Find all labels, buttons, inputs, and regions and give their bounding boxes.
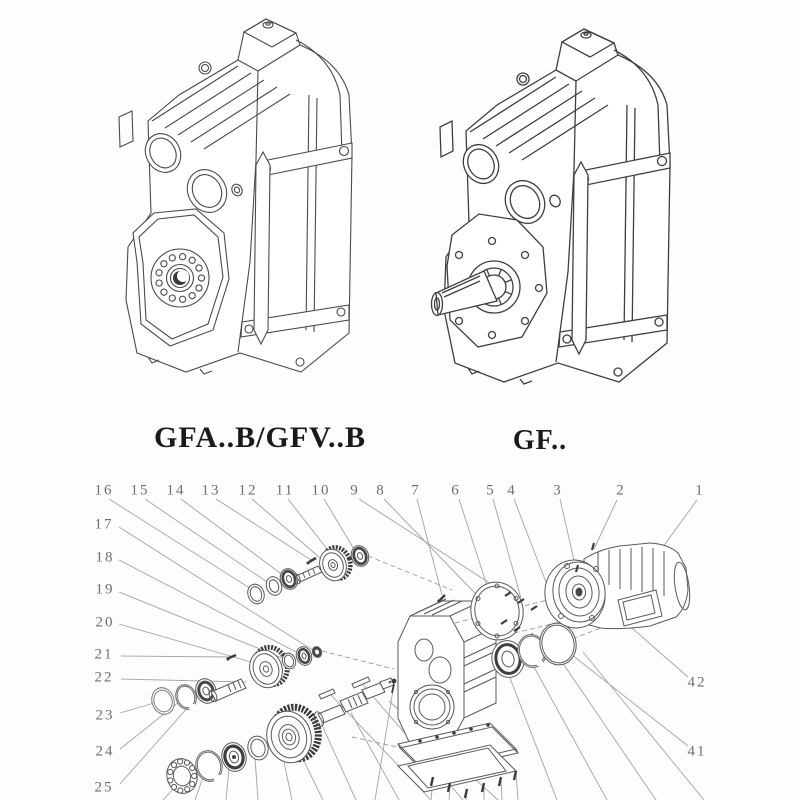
- callout-5: 5: [486, 482, 496, 499]
- cover-ring: [148, 685, 177, 717]
- callout-7: 7: [411, 482, 421, 499]
- motor-drawing: [541, 543, 693, 632]
- gearbox-line-drawing-gfa-b: [119, 19, 352, 374]
- callout-10: 10: [311, 482, 331, 499]
- callout-24: 24: [95, 743, 115, 760]
- callout-42: 42: [687, 674, 707, 691]
- callout-22: 22: [94, 669, 114, 686]
- callout-20: 20: [95, 614, 115, 631]
- callout-19: 19: [95, 581, 115, 598]
- callout-15: 15: [130, 482, 150, 499]
- oil-seal: [219, 740, 250, 774]
- callout-11: 11: [275, 482, 295, 499]
- lock-nut: [311, 645, 323, 658]
- gearbox-line-drawing-gf: [432, 29, 671, 384]
- callout-2: 2: [616, 482, 626, 499]
- hollow-shaft-bearing: [133, 209, 229, 346]
- callout-12: 12: [238, 482, 258, 499]
- callout-17: 17: [94, 516, 114, 533]
- callout-23: 23: [95, 707, 115, 724]
- callout-13: 13: [201, 482, 221, 499]
- callout-16: 16: [94, 482, 114, 499]
- input-gear: [315, 544, 354, 585]
- callout-1: 1: [695, 482, 705, 499]
- end-cap: [245, 582, 267, 606]
- output-gear: [261, 702, 324, 768]
- figure-label-gf: GF..: [512, 425, 568, 456]
- figure-label-gfab: GFA..B/GFV..B: [154, 421, 366, 454]
- callout-8: 8: [376, 482, 386, 499]
- callout-18: 18: [95, 549, 115, 566]
- flange-gasket: [466, 577, 529, 645]
- set-screw: [226, 655, 236, 661]
- callout-14: 14: [166, 482, 186, 499]
- callout-25: 25: [94, 779, 114, 796]
- callout-9: 9: [350, 482, 360, 499]
- input-shaft-assembly: [245, 543, 372, 606]
- callout-41: 41: [687, 743, 707, 760]
- callout-6: 6: [451, 482, 461, 499]
- set-screw: [307, 558, 317, 565]
- bearing: [294, 645, 315, 668]
- ball-bearing: [163, 755, 201, 797]
- bearing: [348, 543, 371, 569]
- callout-4: 4: [507, 482, 517, 499]
- snap-ring: [173, 682, 200, 712]
- callout-3: 3: [553, 482, 563, 499]
- exploded-parts-diagram: [148, 543, 692, 798]
- callout-21: 21: [94, 646, 114, 663]
